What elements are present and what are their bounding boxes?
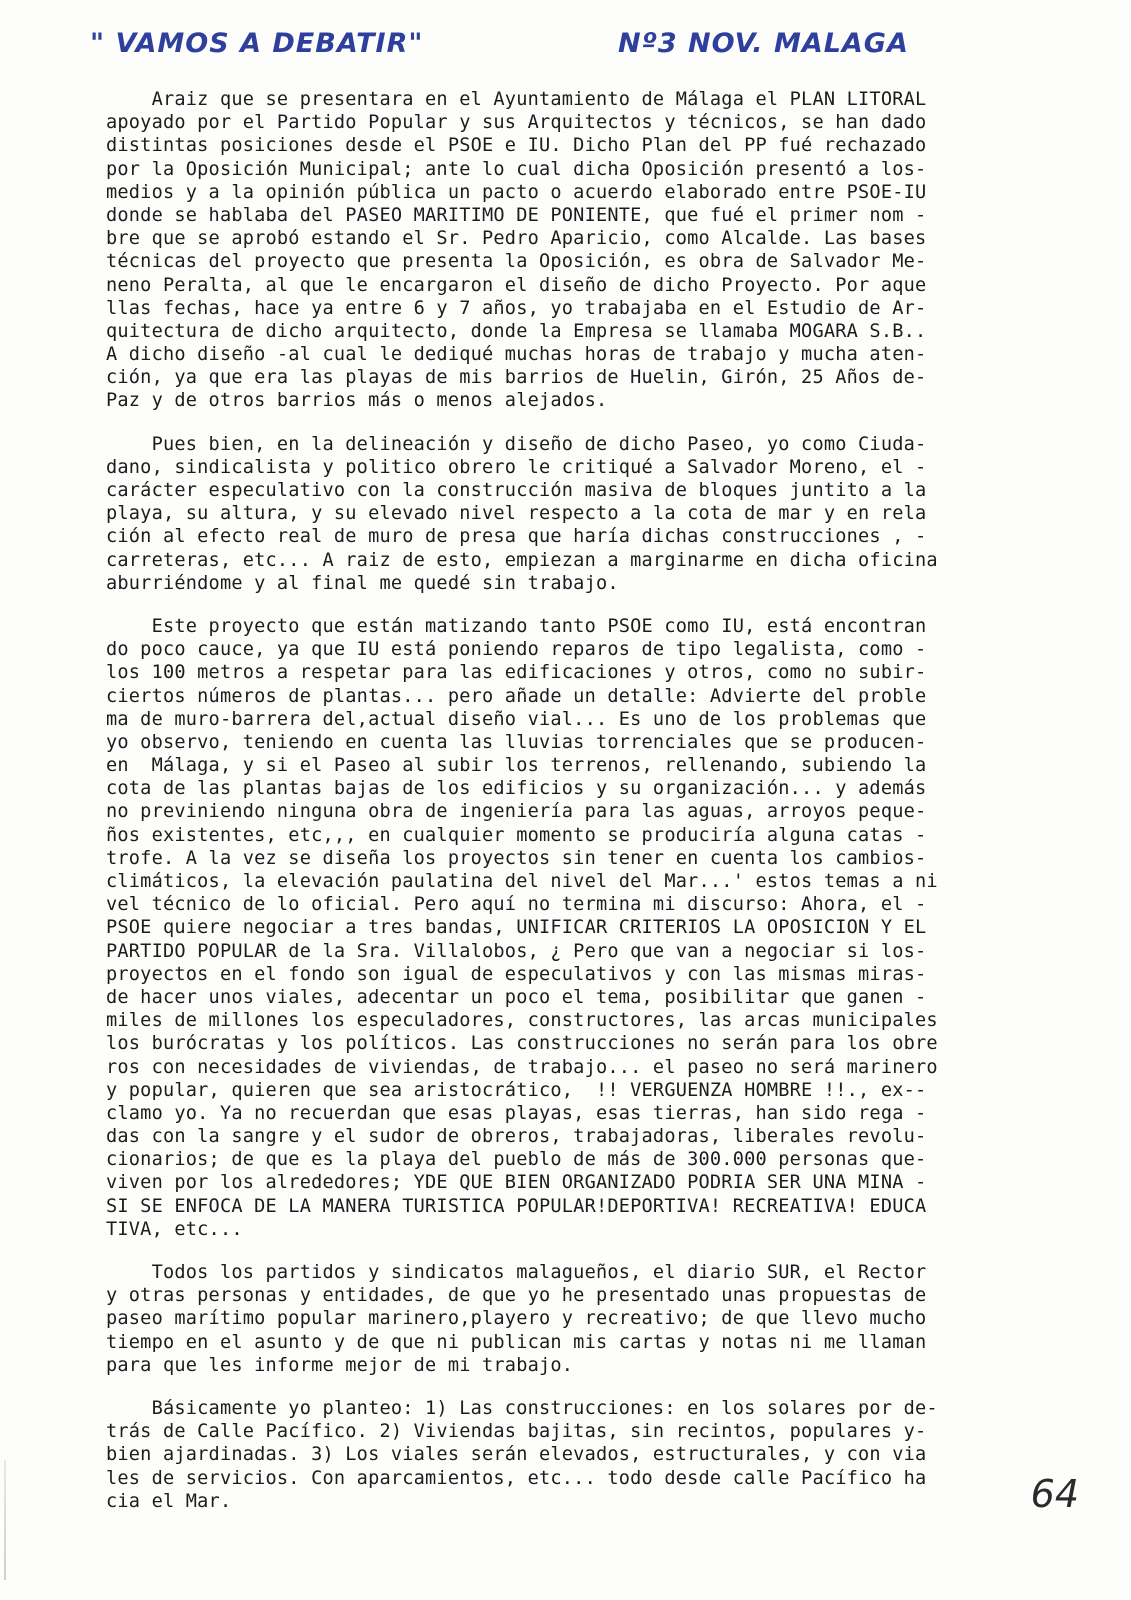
header-title: " VAMOS A DEBATIR": [90, 28, 424, 59]
paragraph: [106, 433, 1106, 595]
text-line: en Málaga, y si el Paseo al subir los terrenos, rellenando, subiendo la: [106, 755, 927, 777]
text-line: bre que se aprobó estando el Sr. Pedro Aparicio, como Alcalde. Las bases: [106, 228, 927, 250]
text-line: cionarios; de que es la playa del pueblo de más de 300.000 personas que-: [106, 1149, 927, 1171]
text-line: SI SE ENFOCA DE LA MANERA TURISTICA POPULAR!DEPORTIVA! RECREATIVA! EDUCA: [106, 1195, 927, 1217]
text-line: los 100 metros a respetar para las edificaciones y otros, como no subir-: [106, 662, 927, 684]
text-line: Este proyecto que están matizando tanto PSOE como IU, está encontran: [106, 615, 927, 637]
text-line: miles de millones los especuladores, constructores, las arcas municipales: [106, 1010, 938, 1032]
text-line: donde se hablaba del PASEO MARITIMO DE PONIENTE, que fué el primer nom -: [106, 204, 927, 226]
text-line: clamo yo. Ya no recuerdan que esas playas, esas tierras, han sido rega -: [106, 1102, 927, 1124]
text-line: trofe. A la vez se diseña los proyectos sin tener en cuenta los cambios-: [106, 847, 927, 869]
text-line: y popular, quieren que sea aristocrático, !! VERGUENZA HOMBRE !!., ex--: [106, 1079, 927, 1101]
text-line: yo observo, teniendo en cuenta las lluvias torrenciales que se producen-: [106, 731, 927, 753]
paragraph: [106, 88, 1106, 413]
text-line: neno Peralta, al que le encargaron el diseño de dicho Proyecto. Por aque: [106, 274, 927, 296]
text-line: ciertos números de plantas... pero añade un detalle: Advierte del proble: [106, 685, 927, 707]
text-line: tiempo en el asunto y de que ni publican mis cartas y notas ni me llaman: [106, 1331, 927, 1353]
header-issue-info: Nº3 NOV. MALAGA: [618, 28, 909, 59]
text-line: y otras personas y entidades, de que yo he presentado unas propuestas de: [106, 1285, 927, 1307]
text-line: Paz y de otros barrios más o menos alejados.: [106, 390, 608, 412]
text-line: proyectos en el fondo son igual de especulativos y con las mismas miras-: [106, 963, 927, 985]
text-line: paseo marítimo popular marinero,playero y recreativo; de que llevo mucho: [106, 1308, 927, 1330]
text-line: Araiz que se presentara en el Ayuntamiento de Málaga el PLAN LITORAL: [106, 89, 927, 110]
paragraph: [106, 1261, 1106, 1377]
text-line: viven por los alrededores; YDE QUE BIEN ORGANIZADO PODRIA SER UNA MINA -: [106, 1172, 927, 1194]
text-line: de hacer unos viales, adecentar un poco el tema, posibilitar que ganen -: [106, 986, 927, 1008]
text-line: ños existentes, etc,,, en cualquier momento se produciría alguna catas -: [106, 824, 927, 846]
text-line: quitectura de dicho arquitecto, donde la Empresa se llamaba MOGARA S.B..: [106, 320, 927, 342]
text-line: playa, su altura, y su elevado nivel respecto a la cota de mar y en rela: [106, 503, 927, 525]
text-line: bien ajardinadas. 3) Los viales serán elevados, estructurales, y con via: [106, 1444, 927, 1466]
paragraph-gap: [106, 1377, 1106, 1397]
document-body: [106, 88, 1106, 1513]
margin-scan-mark: [4, 1460, 6, 1580]
page-number: 64: [1030, 1472, 1079, 1516]
text-line: ros con necesidades de viviendas, de trabajo... el paseo no será marinero: [106, 1056, 938, 1078]
text-line: PARTIDO POPULAR de la Sra. Villalobos, ¿ Pero que van a negociar si los-: [106, 940, 927, 962]
text-line: medios y a la opinión pública un pacto o acuerdo elaborado entre PSOE-IU: [106, 181, 927, 203]
text-line: A dicho diseño -al cual le dediqué muchas horas de trabajo y mucha aten-: [106, 344, 927, 366]
text-line: PSOE quiere negociar a tres bandas, UNIFICAR CRITERIOS LA OPOSICION Y EL: [106, 917, 927, 939]
text-line: aburriéndome y al final me quedé sin trabajo.: [106, 572, 619, 594]
text-line: trás de Calle Pacífico. 2) Viviendas bajitas, sin recintos, populares y-: [106, 1421, 927, 1443]
page-header: [90, 28, 1091, 68]
text-line: das con la sangre y el sudor de obreros, trabajadoras, liberales revolu-: [106, 1126, 927, 1148]
text-line: los burócratas y los políticos. Las construcciones no serán para los obre: [106, 1033, 938, 1055]
text-line: dano, sindicalista y politico obrero le critiqué a Salvador Moreno, el -: [106, 456, 927, 478]
text-line: para que les informe mejor de mi trabajo.: [106, 1354, 574, 1376]
text-line: TIVA, etc...: [106, 1218, 243, 1240]
text-line: ma de muro-barrera del,actual diseño vial... Es uno de los problemas que: [106, 708, 927, 730]
text-line: Todos los partidos y sindicatos malagueños, el diario SUR, el Rector: [106, 1262, 927, 1283]
text-line: llas fechas, hace ya entre 6 y 7 años, yo trabajaba en el Estudio de Ar-: [106, 297, 927, 319]
text-line: climáticos, la elevación paulatina del nivel del Mar...' estos temas a ni: [106, 871, 938, 892]
paragraph: [106, 1397, 1106, 1513]
text-line: vel técnico de lo oficial. Pero aquí no termina mi discurso: Ahora, el -: [106, 894, 927, 916]
text-line: Pues bien, en la delineación y diseño de dicho Paseo, yo como Ciuda-: [106, 433, 927, 455]
paragraph-gap: [106, 1241, 1106, 1261]
text-line: distintas posiciones desde el PSOE e IU. Dicho Plan del PP fué rechazado: [106, 135, 927, 157]
text-line: les de servicios. Con aparcamientos, etc... todo desde calle Pacífico ha: [106, 1467, 927, 1489]
paragraph-gap: [106, 595, 1106, 615]
text-line: no previniendo ninguna obra de ingeniería para las aguas, arroyos peque-: [106, 801, 927, 823]
text-line: apoyado por el Partido Popular y sus Arquitectos y técnicos, se han dado: [106, 112, 927, 134]
paragraph-gap: [106, 413, 1106, 433]
text-line: Básicamente yo planteo: 1) Las construcciones: en los solares por de-: [106, 1397, 938, 1419]
text-line: ción, ya que era las playas de mis barrios de Huelin, Girón, 25 Años de-: [106, 367, 927, 389]
text-line: cota de las plantas bajas de los edificios y su organización... y además: [106, 778, 927, 800]
text-line: por la Oposición Municipal; ante lo cual dicha Oposición presentó a los-: [106, 158, 927, 180]
text-line: cia el Mar.: [106, 1490, 232, 1512]
text-line: técnicas del proyecto que presenta la Oposición, es obra de Salvador Me-: [106, 251, 927, 273]
text-line: do poco cauce, ya que IU está poniendo reparos de tipo legalista, como -: [106, 639, 927, 661]
paragraph: [106, 615, 1106, 1241]
text-line: ción al efecto real de muro de presa que haría dichas construcciones , -: [106, 526, 927, 548]
text-line: carreteras, etc... A raiz de esto, empiezan a marginarme en dicha oficina: [106, 549, 938, 571]
text-line: carácter especulativo con la construcción masiva de bloques juntito a la: [106, 480, 927, 501]
